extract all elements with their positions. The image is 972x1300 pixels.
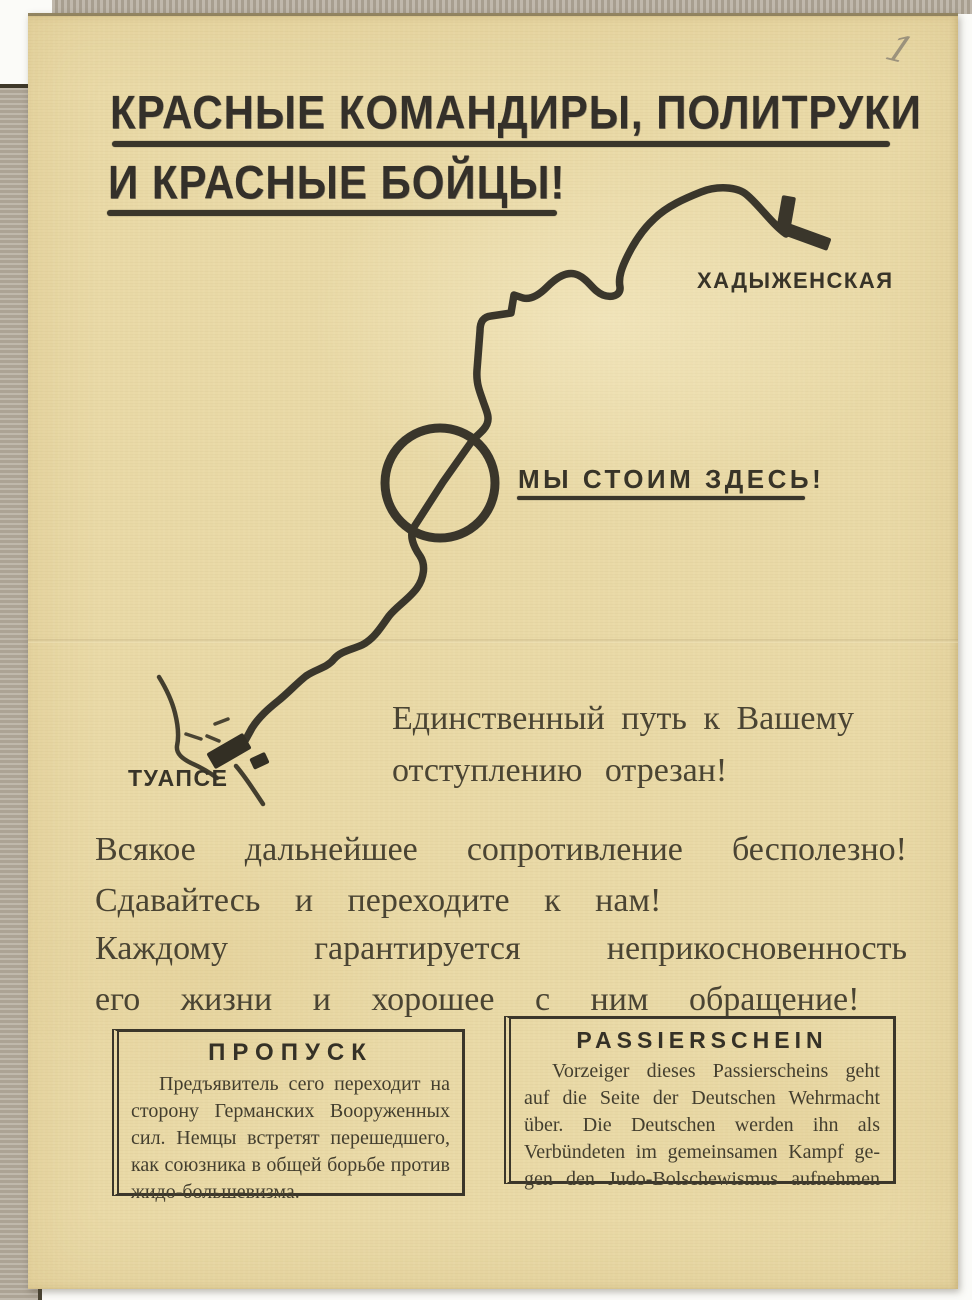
pass-box-russian-title: ПРОПУСК (208, 1039, 373, 1066)
headline-line-2: И КРАСНЫЕ БОЙЦЫ! (108, 156, 566, 209)
pass-ru-line: жидо-большевизма. (131, 1181, 300, 1203)
we-stand-here-underline (517, 496, 805, 500)
map-label-khadyzhenskaya: ХАДЫЖЕНСКАЯ (697, 268, 894, 293)
handwritten-page-number: 1 (879, 26, 921, 73)
pass-box-russian (112, 1029, 465, 1203)
pass-de-line: Vorzeiger dieses Passierscheins geht (552, 1060, 880, 1082)
paragraph-3-line-1: Каждому гарантируется неприкосновенность (95, 930, 907, 967)
map-hatch-dashes (186, 719, 228, 741)
khadyzhenskaya-marker (776, 195, 832, 251)
headline-underline-1 (112, 141, 890, 147)
pass-de-line: gen den Judo-Bolschewismus aufnehmen (524, 1168, 880, 1190)
paragraph-1-line-1: Единственный путь к Вашему (392, 700, 854, 737)
pass-box-german-title: PASSIERSCHEIN (576, 1027, 828, 1053)
paragraph-1-line-2: отступлению отрезан! (392, 752, 728, 789)
paragraph-2-line-2: Сдавайтесь и переходите к нам! (95, 882, 662, 919)
map-label-we-stand-here: МЫ СТОИМ ЗДЕСЬ! (518, 464, 825, 494)
map-label-tuapse: ТУАПСЕ (128, 765, 229, 791)
pass-ru-line: Предъявитель сего переходит на (159, 1073, 450, 1095)
headline-underline-2 (107, 210, 557, 216)
pass-ru-line: сторону Германских Вооруженных (131, 1100, 450, 1122)
pass-ru-line: сил. Немцы встретят перешедшего, (131, 1127, 450, 1149)
paragraph-2-line-1: Всякое дальнейшее сопротивление бесполезно! (95, 831, 907, 868)
pass-box-german (504, 1016, 896, 1190)
paragraph-3-line-2: его жизни и хорошее с ним обращение! (95, 981, 860, 1018)
pass-ru-line: как союзника в общей борьбе против (131, 1154, 450, 1176)
pass-de-line: Verbündeten im gemeinsamen Kampf ge- (524, 1141, 880, 1163)
pass-de-line: auf die Seite der Deutschen Wehrmacht (524, 1087, 880, 1109)
headline-line-1: КРАСНЫЕ КОМАНДИРЫ, ПОЛИТРУКИ (110, 86, 922, 139)
pass-de-line: über. Die Deutschen werden ihn als (524, 1114, 880, 1136)
